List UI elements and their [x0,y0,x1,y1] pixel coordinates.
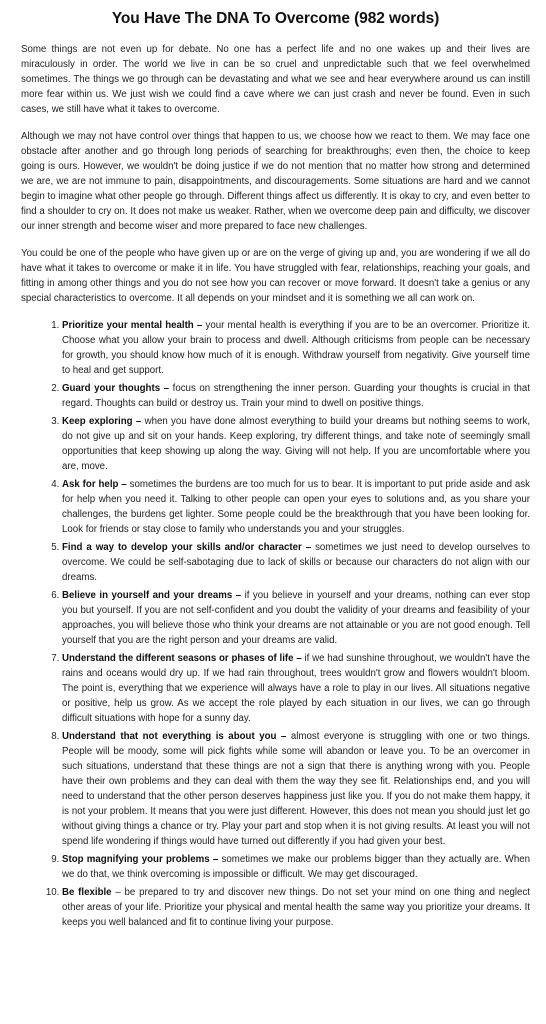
list-item-text: sometimes we just need to develop ourselves to overcome. We could be self-sabotaging due to lack of skills or because our characters do not align with our dreams. [62,542,530,583]
list-item-text: your mental health is everything if you are to be an overcomer. Prioritize it. Choose what you allow your brain to process and dwell. Although criticisms from people can be necessary for growth, you should know how much of it is enough. Withdraw yourself from negativity. Give yourself time to heal and get support. [62,320,530,376]
list-item-text: – be prepared to try and discover new things. Do not set your mind on one thing and neglect other areas of your life. Prioritize your physical and mental health the same way you prioritize your dreams. It keeps you well balanced and fit to continue living your purpose. [62,887,530,928]
list-item [62,852,530,882]
list-item-heading: Find a way to develop your skills and/or character – [62,542,312,553]
list-item [62,651,530,726]
list-item [62,885,530,930]
tips-list [21,318,530,930]
list-item [62,588,530,648]
list-item [62,477,530,537]
list-item-text: focus on strengthening the inner person. Guarding your thoughts is crucial in that regard. Thoughts can build or destroy us. Train your mind to dwell on positive things. [62,383,530,409]
list-item-heading: Keep exploring – [62,416,142,427]
list-item [62,381,530,411]
list-item-heading: Guard your thoughts – [62,383,170,394]
list-item-text: if you believe in yourself and your dreams, nothing can ever stop you but yourself. If you are not self-confident and you doubt the validity of your dreams and feasibility of your approaches, you will believe those who think your dreams are not attainable or you are not good enough. Tell yourself that you are the right person and your dreams are valid. [62,590,530,646]
list-item [62,729,530,849]
list-item-text: when you have done almost everything to build your dreams but nothing seems to work, do not give up and sit on your hands. Keep exploring, try different things, and take note of seemingly small opportunities that keep showing up along the way. Giving will not help. If you are uncomfortable where you are, move. [62,416,531,472]
list-item [62,318,530,378]
document-title: You Have The DNA To Overcome (982 words) [111,10,440,27]
list-item-heading: Be flexible [62,887,112,898]
list-item-text: sometimes we make our problems bigger than they actually are. When we do that, we think overcoming is impossible or difficult. We may get discouraged. [62,854,530,880]
intro-paragraph-3: You could be one of the people who have given up or are on the verge of giving up and, you are wondering if we all do have what it takes to overcome or make it in life. You have struggled with fear, relationships, reaching your goals, and fitting in among other things and you do not see how you can recover or move forward. It doesn't take a genius or any special characteristics to overcome. It all depends on your mindset and it is something we all can work on. [21,248,530,304]
list-item-heading: Believe in yourself and your dreams – [62,590,242,601]
list-item-text: almost everyone is struggling with one or two things. People will be moody, some will pick fights while some will abandon or leave you. To be an overcomer in such situations, understand that these things are not a sign that there is anything wrong with you. People have their own problems and they can deal with them the way they see fit. Relationships end, and you will need to understand that the other person deserves happiness just like you. If you do not make them happy, it is not your problem. It means that you were just different. However, this does not mean you should just let go without giving things a chance or try. Play your part and stop when it is not giving results. At least you will not spend life wondering if things would have turned out differently if you had given your best. [62,731,531,847]
list-item [62,414,530,474]
list-item-text: if we had sunshine throughout, we wouldn't have the rains and oceans would dry up. If we had rain throughout, trees wouldn't grow and flowers wouldn't bloom. The point is, everything that we experience will always have a role to play in our lives. All situations negative or positive, help us grow. As we accept the role played by each situation in our lives, we can go through difficult situations with hope for a sunny day. [62,653,531,724]
list-item [62,540,530,585]
list-item-heading: Understand that not everything is about you – [62,731,287,742]
intro-paragraph-1: Some things are not even up for debate. No one has a perfect life and no one wakes up and their lives are miraculously in order. The world we live in can be so cruel and unpredictable such that we feel overwhelmed sometimes. The things we go through can be devastating and what we see and hear everywhere around us can instill more fear within us. We just wish we could find a cave where we can just crash and never be found. Even in such cases, we still have what it takes to overcome. [21,44,530,115]
list-item-text: sometimes the burdens are too much for us to bear. It is important to put pride aside and ask for help when you need it. Talking to other people can open your eyes to solutions and, as you share your challenges, the burdens get lighter. Some people could be the breakthrough that you have been looking for. Look for friends or stay close to family who understands you and your struggles. [62,479,530,535]
list-item-heading: Prioritize your mental health – [62,320,203,331]
list-item-heading: Ask for help – [62,479,127,490]
list-item-heading: Understand the different seasons or phases of life – [62,653,302,664]
intro-paragraph-2: Although we may not have control over things that happen to us, we choose how we react to them. We may face one obstacle after another and go through long periods of searching for breakthroughs; even then, the choice to keep going is ours. However, we wouldn't be doing justice if we do not mention that no matter how strong and determined we are, we are not immune to pain, disappointments, and discouragements. Some situations are hard and we cannot begin to imagine what other people go through. Different things affect us differently. It is okay to cry, and even better to find a shoulder to cry on. It does not make us weaker. Rather, when we overcome deep pain and difficulty, we discover our inner strength and become wiser and more prepared to face new challenges. [21,131,530,232]
list-item-heading: Stop magnifying your problems – [62,854,219,865]
